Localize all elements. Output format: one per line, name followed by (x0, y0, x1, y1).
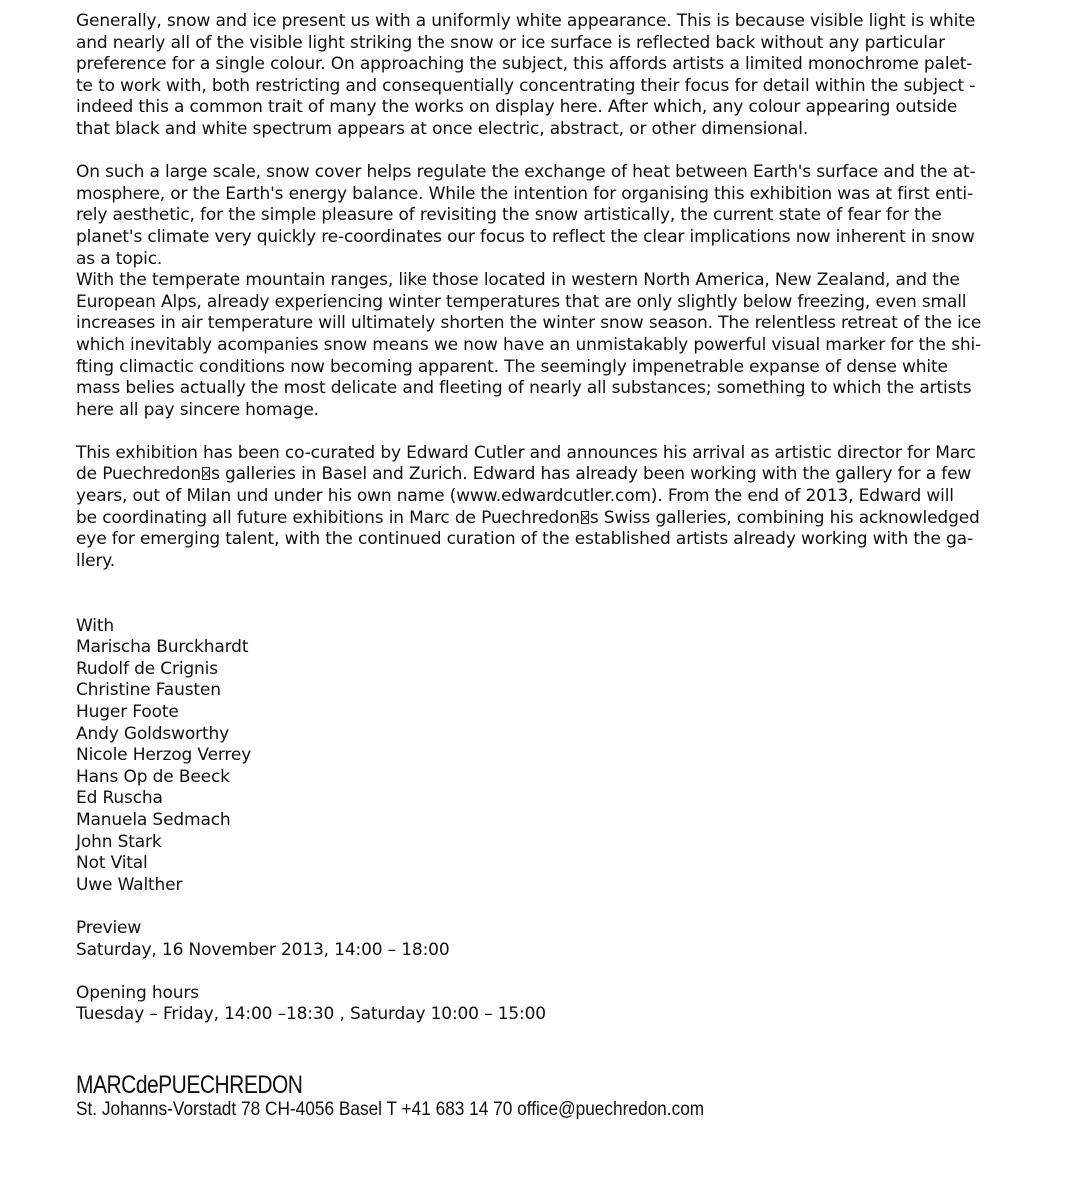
text-line: as a topic. (76, 248, 163, 269)
missing-glyph-icon (202, 467, 210, 480)
text-fragment: de Puechredon (76, 464, 202, 485)
text-line: rely aesthetic, for the simple pleasure of revisiting the snow artistically, the current state of fear for the (76, 205, 942, 226)
press-release-document (76, 11, 1066, 1026)
artist-name: Nicole Herzog Verrey (76, 745, 252, 766)
paragraph-climate (76, 162, 1066, 421)
text-fragment: be coordinating all future exhibitions in Marc de Puechredon (76, 507, 580, 528)
opening-hours-value: Tuesday – Friday, 14:00 –18:30 , Saturday 10:00 – 15:00 (76, 1004, 546, 1025)
text-line: and nearly all of the visible light striking the snow or ice surface is reflected back without any particular (76, 32, 945, 53)
spacer (76, 141, 1066, 163)
artist-list (76, 616, 1066, 897)
artist-name: Rudolf de Crignis (76, 658, 218, 679)
artist-name: Manuela Sedmach (76, 809, 231, 830)
text-line: European Alps, already experiencing winter temperatures that are only slightly below freezing, even small (76, 291, 967, 312)
gallery-logo: MARCdePUECHREDON (76, 1071, 303, 1099)
spacer (76, 421, 1066, 443)
text-line: With the temperate mountain ranges, like those located in western North America, New Zealand, and the (76, 270, 960, 291)
text-fragment: s Swiss galleries, combining his acknowledged (589, 507, 980, 528)
artist-name: Marischa Burckhardt (76, 637, 249, 658)
artist-name: Ed Ruscha (76, 788, 163, 809)
artist-list-heading: With (76, 615, 114, 636)
text-fragment: s galleries in Basel and Zurich. Edward has already been working with the gallery for a few (211, 464, 972, 485)
text-line: mass belies actually the most delicate and fleeting of nearly all substances; something to which the artists (76, 378, 972, 399)
spacer (76, 572, 1066, 594)
text-line: This exhibition has been co-curated by Edward Cutler and announces his arrival as artistic director for Marc (76, 442, 976, 463)
opening-hours-section (76, 983, 1066, 1026)
text-line: On such a large scale, snow cover helps regulate the exchange of heat between Earth's surface and the at- (76, 162, 976, 183)
artist-name: Uwe Walther (76, 874, 183, 895)
artist-name: Huger Foote (76, 702, 179, 722)
text-line: which inevitably acompanies snow means we now have an unmistakably powerful visual marker for the shi- (76, 334, 982, 355)
artist-name: Andy Goldsworthy (76, 723, 229, 744)
gallery-address: St. Johanns-Vorstadt 78 CH-4056 Basel T +41 683 14 70 office@puechredon.com (76, 1098, 705, 1120)
preview-label: Preview (76, 917, 142, 938)
paragraph-curator (76, 443, 1066, 573)
spacer (76, 961, 1066, 983)
missing-glyph-icon (581, 511, 589, 524)
spacer (76, 594, 1066, 616)
text-line: te to work with, both restricting and consequentially concentrating their focus for detail within the subject - (76, 75, 976, 96)
text-line: that black and white spectrum appears at once electric, abstract, or other dimensional. (76, 118, 809, 139)
opening-hours-label: Opening hours (76, 982, 199, 1003)
preview-section (76, 918, 1066, 961)
artist-name: Hans Op de Beeck (76, 766, 230, 787)
text-line (76, 464, 1066, 486)
text-line: years, out of Milan und under his own name (www.edwardcutler.com). From the end of 2013, Edward will (76, 486, 954, 507)
text-line: here all pay sincere homage. (76, 399, 319, 420)
text-line: mosphere, or the Earth's energy balance. While the intention for organising this exhibition was at first enti- (76, 183, 973, 204)
text-line: llery. (76, 550, 116, 571)
artist-name: John Stark (76, 831, 162, 852)
text-line: eye for emerging talent, with the continued curation of the established artists already working with the ga- (76, 529, 973, 550)
text-line: preference for a single colour. On approaching the subject, this affords artists a limited monochrome palet- (76, 54, 973, 75)
text-line: increases in air temperature will ultimately shorten the winter snow season. The relentless retreat of the ice (76, 313, 982, 334)
text-line (76, 508, 1066, 530)
paragraph-snow-appearance (76, 11, 1066, 141)
artist-name: Not Vital (76, 853, 148, 874)
preview-date: Saturday, 16 November 2013, 14:00 – 18:00 (76, 939, 450, 960)
text-line: Generally, snow and ice present us with a uniformly white appearance. This is because visible light is white (76, 11, 976, 31)
text-line: indeed this a common trait of many the works on display here. After which, any colour appearing outside (76, 97, 958, 118)
artist-name: Christine Fausten (76, 680, 221, 701)
spacer (76, 896, 1066, 918)
text-line: planet's climate very quickly re-coordinates our focus to reflect the clear implications now inherent in snow (76, 226, 975, 247)
text-line: fting climactic conditions now becoming apparent. The seemingly impenetrable expanse of dense white (76, 356, 948, 377)
